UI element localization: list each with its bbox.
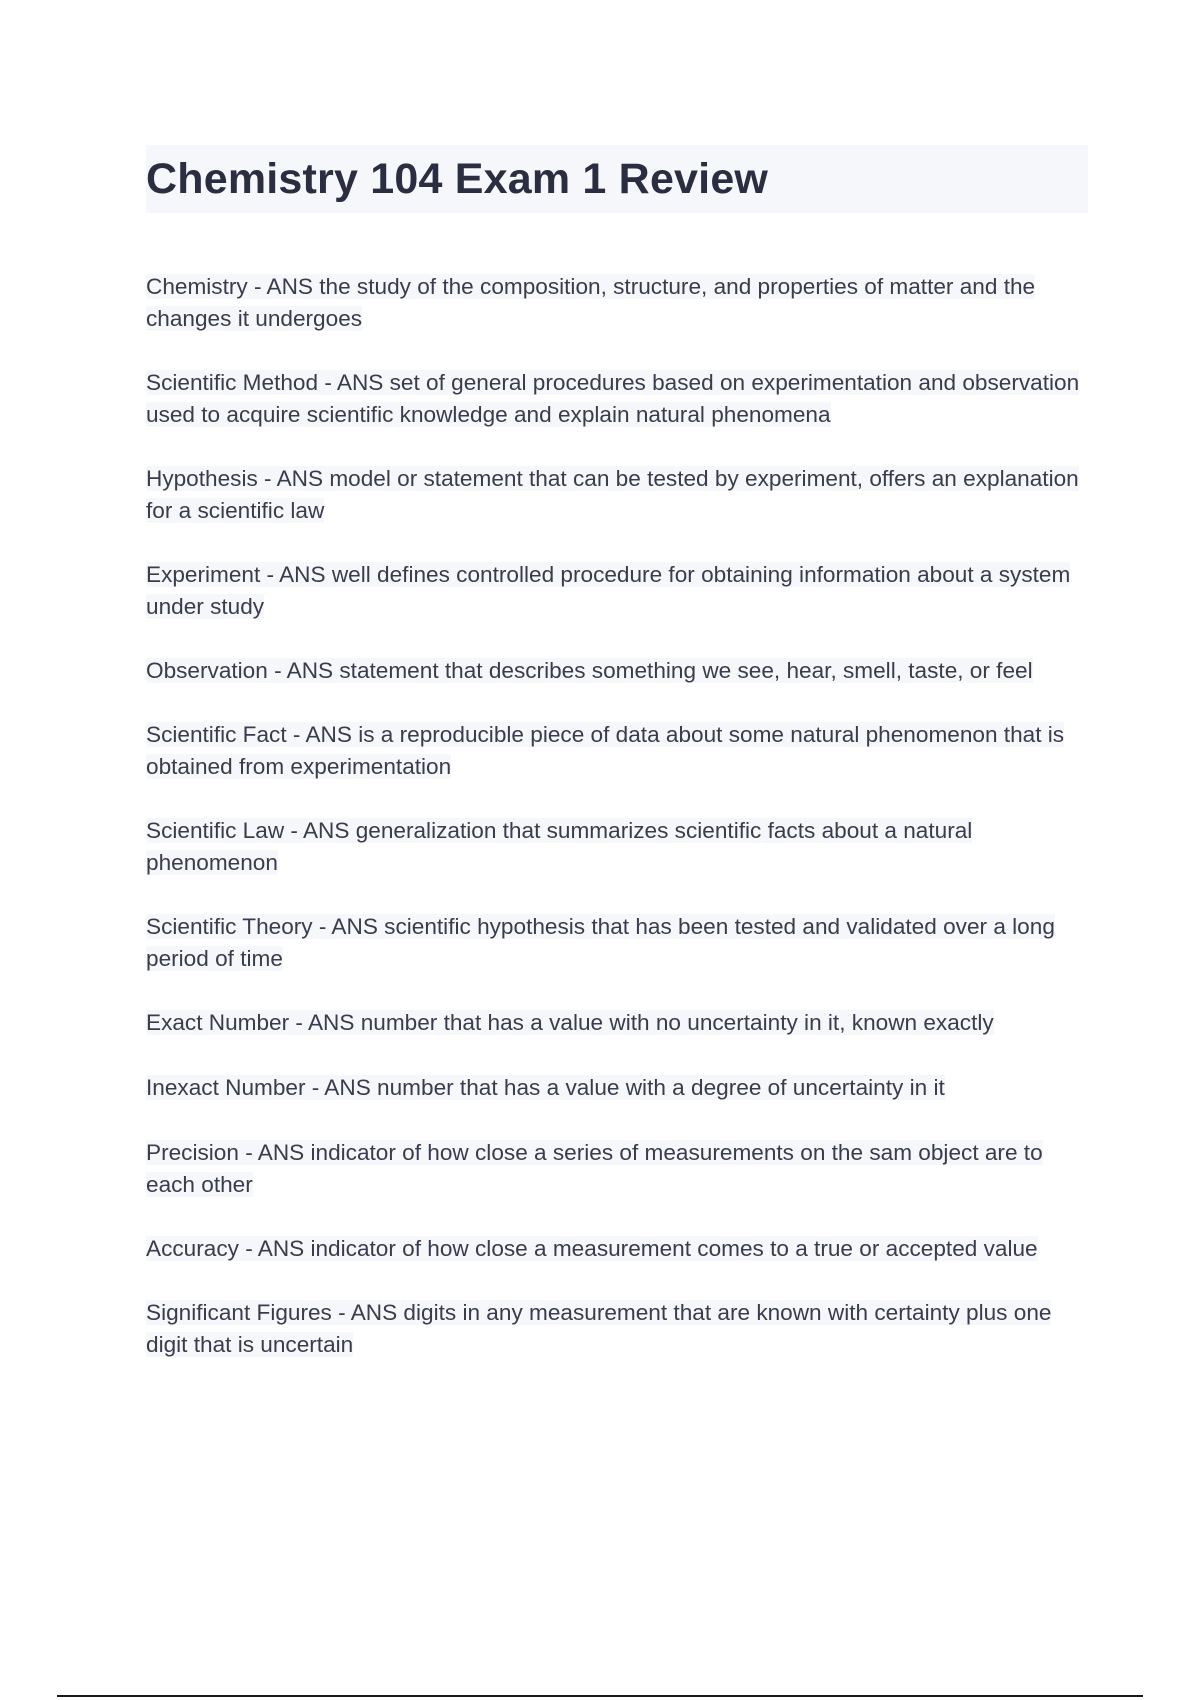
flashcard-text: Observation - ANS statement that describes something we see, hear, smell, taste, or feel	[146, 658, 1033, 683]
flashcard-text: Scientific Theory - ANS scientific hypothesis that has been tested and validated over a long period of time	[146, 914, 1055, 971]
flashcard-text: Inexact Number - ANS number that has a value with a degree of uncertainty in it	[146, 1075, 945, 1100]
flashcard-entry	[146, 367, 1088, 431]
page-title: Chemistry 104 Exam 1 Review	[146, 155, 769, 203]
flashcard-entry	[146, 559, 1088, 623]
flashcard-entry	[146, 719, 1088, 783]
flashcard-list	[146, 271, 1088, 1393]
flashcard-entry	[146, 911, 1088, 975]
flashcard-entry	[146, 271, 1088, 335]
flashcard-entry	[146, 1297, 1088, 1361]
flashcard-entry	[146, 1007, 1088, 1039]
flashcard-text: Scientific Law - ANS generalization that summarizes scientific facts about a natural phenomenon	[146, 818, 973, 875]
flashcard-entry	[146, 1233, 1088, 1265]
flashcard-text: Chemistry - ANS the study of the composition, structure, and properties of matter and the changes it undergoes	[146, 274, 1036, 331]
flashcard-text: Significant Figures - ANS digits in any measurement that are known with certainty plus one digit that is uncertain	[146, 1300, 1052, 1357]
flashcard-text: Experiment - ANS well defines controlled procedure for obtaining information about a system under study	[146, 562, 1071, 619]
flashcard-entry	[146, 463, 1088, 527]
flashcard-text: Accuracy - ANS indicator of how close a measurement comes to a true or accepted value	[146, 1236, 1038, 1261]
flashcard-entry	[146, 815, 1088, 879]
flashcard-text: Hypothesis - ANS model or statement that can be tested by experiment, offers an explanation for a scientific law	[146, 466, 1079, 523]
flashcard-text: Scientific Method - ANS set of general procedures based on experimentation and observation used to acquire scientific knowledge and explain natural phenomena	[146, 370, 1080, 427]
flashcard-text: Scientific Fact - ANS is a reproducible piece of data about some natural phenomenon that is obtained from experimentation	[146, 722, 1065, 779]
flashcard-entry	[146, 1137, 1088, 1201]
flashcard-entry	[146, 655, 1088, 687]
flashcard-text: Exact Number - ANS number that has a value with no uncertainty in it, known exactly	[146, 1010, 994, 1035]
flashcard-text: Precision - ANS indicator of how close a series of measurements on the sam object are to each other	[146, 1140, 1043, 1197]
footer-divider	[57, 1695, 1143, 1697]
flashcard-entry	[146, 1072, 1088, 1104]
